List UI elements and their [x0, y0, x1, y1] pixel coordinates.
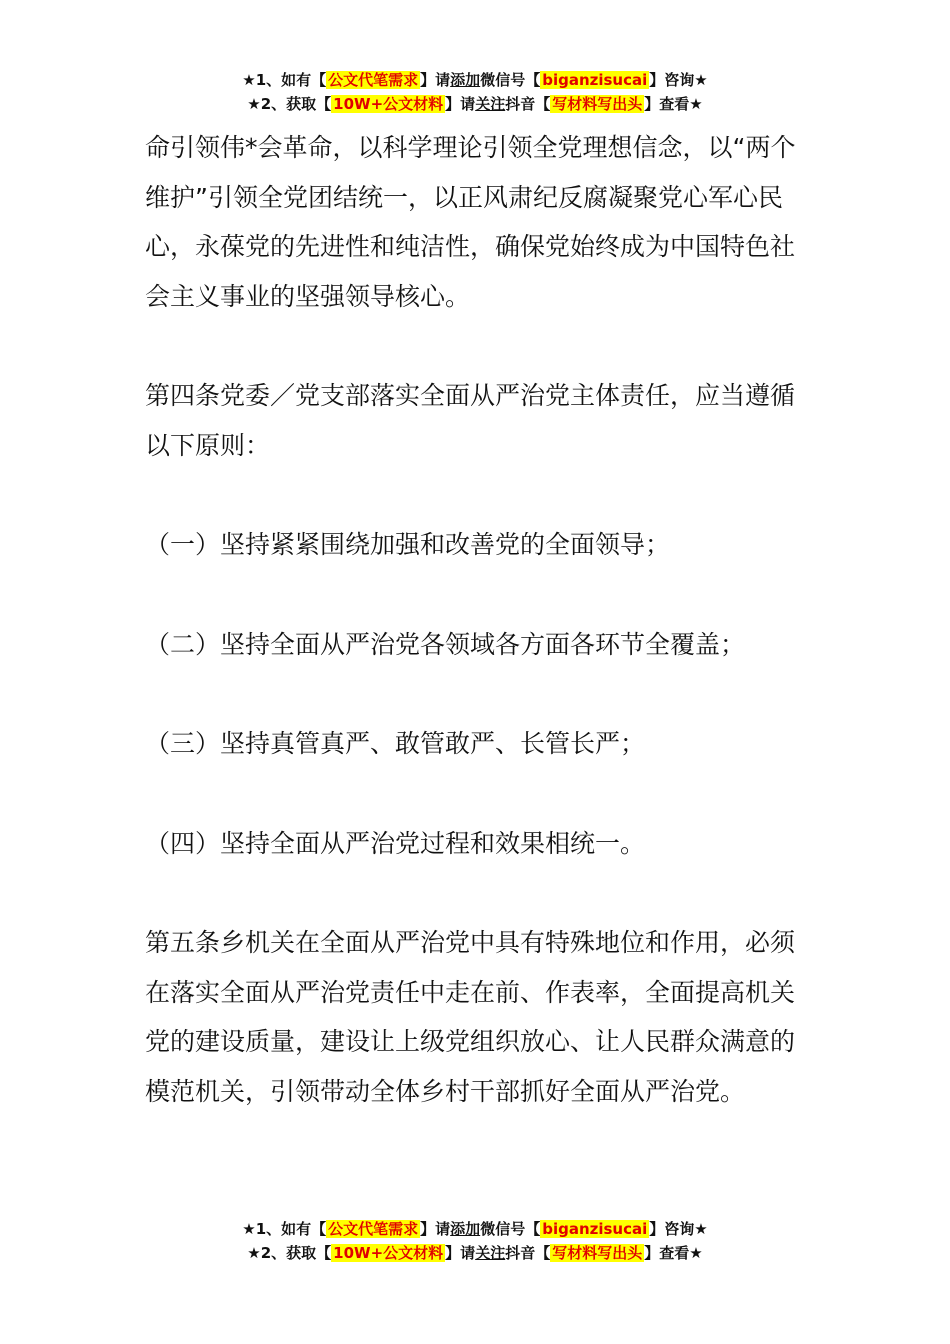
banner-text: 抖音【 — [505, 95, 551, 113]
banner-emphasis: 添加 — [450, 71, 481, 89]
banner-line-2 — [0, 1241, 950, 1265]
paragraph: 第四条党委／党支部落实全面从严治党主体责任，应当遵循以下原则： — [145, 381, 796, 460]
document-body — [145, 123, 815, 1116]
banner-text: 1、如有【 — [255, 71, 327, 89]
star-icon: ★ — [689, 95, 703, 113]
banner-text: 微信号【 — [480, 71, 541, 89]
banner-line-1 — [0, 1217, 950, 1241]
banner-text: 】查看 — [644, 1244, 690, 1262]
banner-text: 】请 — [445, 95, 476, 113]
star-icon: ★ — [689, 1244, 703, 1262]
banner-highlight: biganzisucai — [542, 71, 648, 89]
banner-text: 】请 — [445, 1244, 476, 1262]
banner-text: 2、获取【 — [260, 1244, 332, 1262]
banner-highlight: 公文代笔需求 — [328, 71, 419, 89]
banner-text: 1、如有【 — [255, 1220, 327, 1238]
star-icon: ★ — [247, 95, 261, 113]
banner-highlight: 公文代笔需求 — [328, 1220, 419, 1238]
banner-highlight: biganzisucai — [542, 1220, 648, 1238]
paragraph-gap — [145, 470, 815, 520]
banner-emphasis: 关注 — [475, 95, 506, 113]
footer-banner — [0, 1217, 950, 1265]
paragraph: 第五条乡机关在全面从严治党中具有特殊地位和作用，必须在落实全面从严治党责任中走在前、作表率，全面提高机关党的建设质量，建设让上级党组织放心、让人民群众满意的模范机关，引领带动全体乡村干部抓好全面从严治党。 — [145, 928, 796, 1106]
paragraph-gap — [145, 321, 815, 371]
list-item: （一）坚持紧紧围绕加强和改善党的全面领导； — [145, 530, 671, 559]
star-icon: ★ — [694, 71, 708, 89]
banner-highlight: 10W+公文材料 — [333, 1244, 444, 1262]
star-icon: ★ — [247, 1244, 261, 1262]
star-icon: ★ — [242, 71, 256, 89]
banner-text: 】请 — [420, 1220, 451, 1238]
banner-highlight: 10W+公文材料 — [333, 95, 444, 113]
banner-line-1 — [0, 68, 950, 92]
banner-text: 】咨询 — [649, 71, 695, 89]
star-icon: ★ — [694, 1220, 708, 1238]
list-item: （三）坚持真管真严、敢管敢严、长管长严； — [145, 729, 646, 758]
banner-text: 2、获取【 — [260, 95, 332, 113]
paragraph-gap — [145, 669, 815, 719]
banner-text: 抖音【 — [505, 1244, 551, 1262]
header-banner — [0, 68, 950, 116]
banner-text: 】咨询 — [649, 1220, 695, 1238]
list-item: （二）坚持全面从严治党各领域各方面各环节全覆盖； — [145, 629, 746, 659]
paragraph-gap — [145, 769, 815, 819]
banner-line-2 — [0, 92, 950, 116]
list-item: （四）坚持全面从严治党过程和效果相统一。 — [145, 828, 646, 858]
banner-highlight: 写材料写出头 — [552, 95, 643, 113]
paragraph: 命引领伟*会革命，以科学理论引领全党理想信念，以“两个维护”引领全党团结统一，以正风肃纪反腐凝聚党心军心民心，永葆党的先进性和纯洁性，确保党始终成为中国特色社会主义事业的坚强领导核心。 — [145, 133, 796, 311]
paragraph-gap — [145, 868, 815, 918]
banner-text: 】查看 — [644, 95, 690, 113]
banner-text: 微信号【 — [480, 1220, 541, 1238]
paragraph-gap — [145, 570, 815, 620]
star-icon: ★ — [242, 1220, 256, 1238]
banner-emphasis: 关注 — [475, 1244, 506, 1262]
banner-emphasis: 添加 — [450, 1220, 481, 1238]
banner-highlight: 写材料写出头 — [552, 1244, 643, 1262]
banner-text: 】请 — [420, 71, 451, 89]
